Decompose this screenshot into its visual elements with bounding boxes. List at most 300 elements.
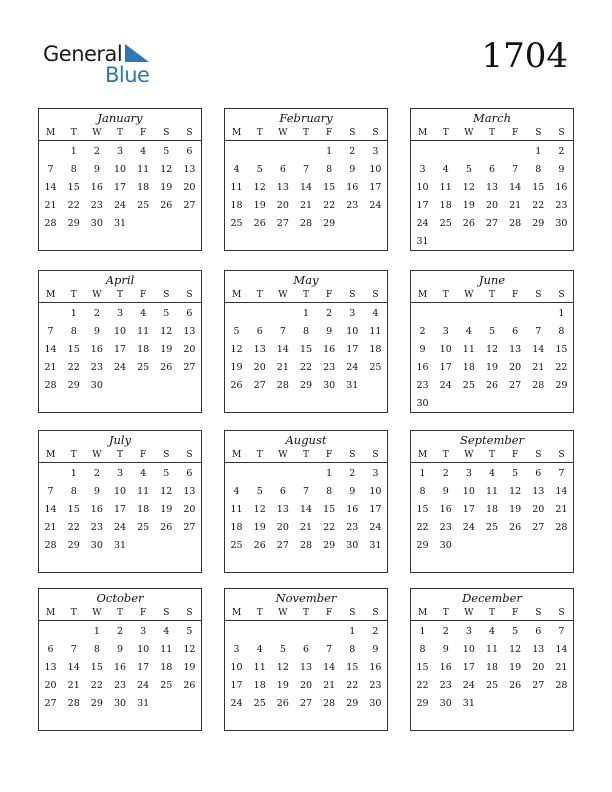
day-cell: 18	[485, 504, 499, 515]
day-grid	[225, 143, 387, 233]
day-cell: 18	[230, 200, 243, 211]
day-grid	[411, 465, 573, 555]
day-cell: 17	[230, 680, 243, 691]
day-cell: 27	[532, 522, 545, 533]
weekday-label: M	[231, 128, 242, 138]
empty-day-cell	[225, 465, 248, 483]
day-grid	[39, 305, 201, 395]
day-grid	[39, 623, 201, 713]
empty-day-cell	[457, 537, 480, 555]
day-cell: 5	[256, 486, 263, 497]
day-cell: 8	[535, 164, 542, 175]
empty-day-cell	[271, 305, 294, 323]
day-cell: 9	[558, 164, 565, 175]
day-cell: 12	[509, 644, 522, 655]
day-cell: 15	[532, 182, 545, 193]
weekday-header-row	[39, 127, 201, 141]
weekday-label: S	[349, 450, 356, 460]
day-cell: 11	[230, 182, 243, 193]
day-grid	[411, 143, 573, 251]
weekday-label: T	[116, 450, 123, 460]
month-may	[224, 270, 388, 413]
weekday-label: S	[163, 608, 170, 618]
weekday-label: M	[417, 608, 428, 618]
week-row	[225, 519, 387, 537]
day-cell: 10	[462, 644, 475, 655]
day-cell: 21	[44, 362, 57, 373]
empty-day-cell	[504, 395, 527, 413]
week-row	[225, 641, 387, 659]
day-cell: 12	[462, 182, 475, 193]
day-cell: 6	[302, 644, 310, 655]
week-row	[411, 641, 573, 659]
day-cell: 30	[439, 698, 452, 709]
day-cell: 18	[439, 200, 452, 211]
day-cell: 4	[372, 308, 379, 319]
day-cell: 21	[299, 522, 313, 533]
day-cell: 30	[90, 540, 103, 551]
day-cell: 26	[509, 522, 522, 533]
day-cell: 11	[160, 644, 173, 655]
day-cell: 17	[346, 344, 359, 355]
day-cell: 21	[509, 200, 522, 211]
day-cell: 18	[137, 182, 150, 193]
weekday-label: F	[326, 290, 333, 300]
day-cell: 15	[555, 344, 568, 355]
day-cell: 14	[323, 662, 336, 673]
day-grid	[39, 465, 201, 555]
day-cell: 8	[326, 486, 333, 497]
empty-day-cell	[527, 537, 550, 555]
empty-day-cell	[457, 143, 480, 161]
day-cell: 2	[442, 468, 449, 479]
day-cell: 8	[70, 164, 77, 175]
weekday-label: F	[512, 128, 519, 138]
week-row	[225, 305, 387, 323]
day-cell: 25	[160, 680, 173, 691]
day-cell: 2	[442, 626, 449, 637]
day-cell: 28	[509, 218, 522, 229]
month-june	[410, 270, 574, 413]
day-cell: 5	[163, 146, 170, 157]
day-cell: 17	[462, 662, 475, 673]
month-december	[410, 588, 574, 731]
empty-day-cell	[294, 143, 317, 161]
weekday-label: F	[140, 128, 147, 138]
day-cell: 20	[253, 362, 266, 373]
day-cell: 16	[90, 182, 103, 193]
weekday-label: T	[70, 128, 77, 138]
week-row	[225, 677, 387, 695]
day-cell: 2	[116, 626, 124, 637]
week-row	[39, 483, 201, 501]
day-grid	[39, 143, 201, 233]
day-cell: 17	[113, 182, 127, 193]
day-cell: 13	[276, 504, 289, 515]
empty-day-cell	[457, 395, 480, 413]
day-cell: 22	[416, 522, 429, 533]
day-cell: 15	[299, 344, 313, 355]
day-cell: 25	[462, 380, 475, 391]
day-cell: 8	[93, 644, 100, 655]
week-row	[39, 341, 201, 359]
weekday-label: F	[326, 608, 333, 618]
day-cell: 17	[416, 200, 429, 211]
day-cell: 13	[509, 344, 522, 355]
empty-day-cell	[248, 305, 271, 323]
empty-day-cell	[248, 465, 271, 483]
empty-day-cell	[364, 215, 387, 233]
logo-triangle-icon	[123, 44, 149, 64]
week-row	[225, 197, 387, 215]
day-grid	[225, 305, 387, 395]
day-cell: 24	[346, 362, 359, 373]
day-cell: 3	[140, 626, 147, 637]
day-cell: 16	[416, 362, 429, 373]
week-row	[225, 465, 387, 483]
weekday-label: T	[70, 608, 77, 618]
day-cell: 5	[163, 308, 170, 319]
day-cell: 8	[70, 486, 77, 497]
day-cell: 9	[349, 486, 356, 497]
day-cell: 24	[113, 362, 127, 373]
empty-day-cell	[480, 233, 503, 251]
day-cell: 25	[137, 200, 150, 211]
day-cell: 9	[442, 486, 449, 497]
month-july	[38, 430, 202, 573]
day-cell: 24	[113, 200, 127, 211]
day-cell: 7	[535, 326, 542, 337]
weekday-label: M	[45, 290, 56, 300]
day-cell: 3	[372, 146, 379, 157]
week-row	[39, 197, 201, 215]
day-cell: 2	[326, 308, 333, 319]
week-row	[39, 143, 201, 161]
empty-day-cell	[178, 537, 201, 555]
month-title: December	[462, 591, 522, 605]
day-cell: 14	[532, 344, 545, 355]
week-row	[411, 623, 573, 641]
weekday-label: T	[442, 608, 449, 618]
day-cell: 18	[160, 662, 173, 673]
day-cell: 31	[416, 236, 429, 247]
day-cell: 27	[276, 218, 289, 229]
weekday-label: S	[186, 290, 193, 300]
week-row	[39, 359, 201, 377]
day-cell: 18	[137, 504, 150, 515]
week-row	[411, 377, 573, 395]
month-title: April	[105, 273, 135, 287]
day-cell: 7	[47, 164, 54, 175]
day-cell: 3	[116, 146, 124, 157]
day-cell: 28	[276, 380, 289, 391]
weekday-header-row	[225, 607, 387, 621]
day-cell: 20	[532, 662, 545, 673]
day-cell: 20	[183, 344, 196, 355]
day-cell: 29	[416, 540, 429, 551]
day-cell: 29	[532, 218, 545, 229]
weekday-label: F	[512, 450, 519, 460]
day-cell: 13	[485, 182, 499, 193]
weekday-label: T	[488, 450, 495, 460]
weekday-label: T	[488, 128, 495, 138]
weekday-label: S	[163, 128, 170, 138]
week-row	[39, 305, 201, 323]
day-cell: 26	[462, 218, 475, 229]
weekday-label: M	[231, 608, 242, 618]
day-cell: 16	[346, 504, 359, 515]
empty-day-cell	[504, 143, 527, 161]
day-cell: 2	[93, 146, 100, 157]
weekday-label: W	[92, 450, 102, 460]
weekday-label: T	[302, 128, 309, 138]
month-title: November	[275, 591, 337, 605]
weekday-header-row	[411, 127, 573, 141]
weekday-label: S	[535, 450, 542, 460]
weekday-label: W	[464, 128, 474, 138]
weekday-label: T	[256, 128, 263, 138]
weekday-label: T	[116, 608, 123, 618]
day-cell: 16	[439, 662, 452, 673]
week-row	[39, 179, 201, 197]
weekday-label: T	[302, 608, 309, 618]
day-cell: 24	[113, 522, 127, 533]
day-cell: 23	[346, 200, 359, 211]
day-cell: 19	[485, 362, 499, 373]
day-cell: 4	[163, 626, 170, 637]
week-row	[39, 695, 201, 713]
empty-day-cell	[434, 305, 457, 323]
day-cell: 17	[113, 344, 127, 355]
day-cell: 3	[465, 626, 472, 637]
empty-day-cell	[271, 623, 294, 641]
day-cell: 22	[323, 200, 336, 211]
empty-day-cell	[318, 623, 341, 641]
empty-day-cell	[480, 143, 503, 161]
day-cell: 1	[70, 146, 77, 157]
weekday-label: S	[372, 608, 379, 618]
day-cell: 5	[488, 326, 496, 337]
day-cell: 18	[485, 662, 499, 673]
day-cell: 19	[509, 662, 522, 673]
empty-day-cell	[39, 623, 62, 641]
day-cell: 10	[137, 644, 150, 655]
empty-day-cell	[178, 215, 201, 233]
day-cell: 1	[349, 626, 356, 637]
day-cell: 30	[90, 380, 103, 391]
day-cell: 16	[555, 182, 568, 193]
day-cell: 29	[555, 380, 568, 391]
week-row	[39, 677, 201, 695]
week-row	[411, 659, 573, 677]
day-cell: 11	[230, 504, 243, 515]
empty-day-cell	[504, 233, 527, 251]
weekday-label: F	[140, 608, 147, 618]
empty-day-cell	[504, 695, 527, 713]
weekday-label: M	[45, 608, 56, 618]
day-cell: 6	[186, 146, 193, 157]
day-cell: 24	[462, 680, 475, 691]
weekday-label: W	[92, 608, 102, 618]
weekday-label: W	[278, 290, 288, 300]
day-cell: 27	[183, 200, 196, 211]
week-row	[39, 623, 201, 641]
weekday-label: S	[558, 608, 565, 618]
day-cell: 9	[93, 164, 100, 175]
day-cell: 29	[416, 698, 429, 709]
day-cell: 30	[113, 698, 127, 709]
day-cell: 7	[326, 644, 333, 655]
day-cell: 6	[186, 308, 193, 319]
week-row	[411, 197, 573, 215]
day-cell: 7	[512, 164, 519, 175]
day-cell: 21	[555, 662, 568, 673]
week-row	[411, 215, 573, 233]
day-cell: 4	[488, 468, 496, 479]
day-cell: 3	[465, 468, 472, 479]
month-august	[224, 430, 388, 573]
day-cell: 13	[253, 344, 266, 355]
day-cell: 4	[140, 146, 147, 157]
day-cell: 23	[90, 522, 103, 533]
day-cell: 20	[485, 200, 499, 211]
day-cell: 14	[555, 486, 568, 497]
empty-day-cell	[248, 623, 271, 641]
day-cell: 24	[137, 680, 150, 691]
week-row	[225, 161, 387, 179]
month-title: August	[285, 433, 327, 447]
day-cell: 23	[90, 362, 103, 373]
weekday-label: S	[558, 450, 565, 460]
week-row	[225, 623, 387, 641]
day-cell: 12	[230, 344, 243, 355]
day-cell: 29	[346, 698, 359, 709]
day-cell: 26	[183, 680, 196, 691]
week-row	[225, 143, 387, 161]
day-cell: 3	[233, 644, 240, 655]
weekday-header-row	[225, 289, 387, 303]
week-row	[411, 677, 573, 695]
day-cell: 15	[67, 504, 80, 515]
week-row	[411, 305, 573, 323]
day-cell: 28	[555, 522, 568, 533]
day-cell: 25	[137, 362, 150, 373]
day-cell: 1	[419, 468, 426, 479]
day-cell: 19	[509, 504, 522, 515]
week-row	[39, 641, 201, 659]
day-cell: 28	[532, 380, 545, 391]
week-row	[411, 323, 573, 341]
day-cell: 20	[276, 200, 289, 211]
week-row	[39, 537, 201, 555]
day-cell: 26	[230, 380, 243, 391]
empty-day-cell	[527, 395, 550, 413]
day-cell: 28	[299, 540, 313, 551]
day-cell: 16	[113, 662, 127, 673]
day-cell: 27	[485, 218, 499, 229]
day-cell: 16	[346, 182, 359, 193]
day-cell: 16	[90, 504, 103, 515]
weekday-label: W	[464, 450, 474, 460]
week-row	[411, 143, 573, 161]
day-grid	[225, 623, 387, 713]
day-cell: 27	[276, 540, 289, 551]
day-cell: 23	[439, 522, 452, 533]
day-cell: 4	[233, 486, 240, 497]
weekday-label: M	[45, 450, 56, 460]
day-cell: 22	[416, 680, 429, 691]
day-cell: 14	[509, 182, 522, 193]
week-row	[39, 659, 201, 677]
day-cell: 21	[532, 362, 545, 373]
weekday-label: T	[70, 290, 77, 300]
empty-day-cell	[480, 537, 503, 555]
day-cell: 10	[369, 164, 382, 175]
logo-word-general: General	[43, 42, 123, 66]
day-cell: 27	[183, 362, 196, 373]
weekday-label: S	[558, 128, 565, 138]
day-cell: 16	[90, 344, 103, 355]
day-cell: 15	[346, 662, 359, 673]
weekday-header-row	[411, 607, 573, 621]
empty-day-cell	[457, 233, 480, 251]
day-cell: 2	[372, 626, 379, 637]
day-cell: 7	[47, 326, 54, 337]
day-cell: 22	[90, 680, 103, 691]
day-cell: 1	[558, 308, 565, 319]
day-cell: 26	[276, 698, 289, 709]
day-cell: 12	[276, 662, 289, 673]
day-cell: 21	[44, 522, 57, 533]
day-cell: 24	[369, 200, 382, 211]
empty-day-cell	[504, 537, 527, 555]
day-cell: 24	[230, 698, 243, 709]
day-cell: 28	[299, 218, 313, 229]
week-row	[411, 501, 573, 519]
day-cell: 8	[419, 644, 426, 655]
day-cell: 9	[419, 344, 426, 355]
week-row	[225, 377, 387, 395]
day-cell: 20	[183, 182, 196, 193]
weekday-label: T	[116, 128, 123, 138]
day-cell: 11	[485, 644, 499, 655]
week-row	[225, 359, 387, 377]
weekday-label: S	[535, 290, 542, 300]
weekday-label: W	[92, 128, 102, 138]
day-cell: 17	[369, 504, 382, 515]
day-cell: 3	[419, 164, 426, 175]
week-row	[225, 537, 387, 555]
empty-day-cell	[39, 305, 62, 323]
week-row	[39, 519, 201, 537]
day-cell: 18	[462, 362, 475, 373]
weekday-label: S	[349, 128, 356, 138]
day-cell: 25	[485, 680, 499, 691]
day-cell: 10	[369, 486, 382, 497]
weekday-label: S	[372, 290, 379, 300]
day-cell: 14	[299, 182, 313, 193]
day-cell: 11	[485, 486, 499, 497]
day-cell: 4	[140, 308, 147, 319]
day-cell: 5	[163, 468, 170, 479]
day-cell: 25	[230, 218, 243, 229]
day-cell: 25	[230, 540, 243, 551]
day-cell: 4	[465, 326, 472, 337]
empty-day-cell	[62, 623, 85, 641]
day-cell: 1	[302, 308, 310, 319]
empty-day-cell	[132, 215, 155, 233]
weekday-label: S	[163, 450, 170, 460]
